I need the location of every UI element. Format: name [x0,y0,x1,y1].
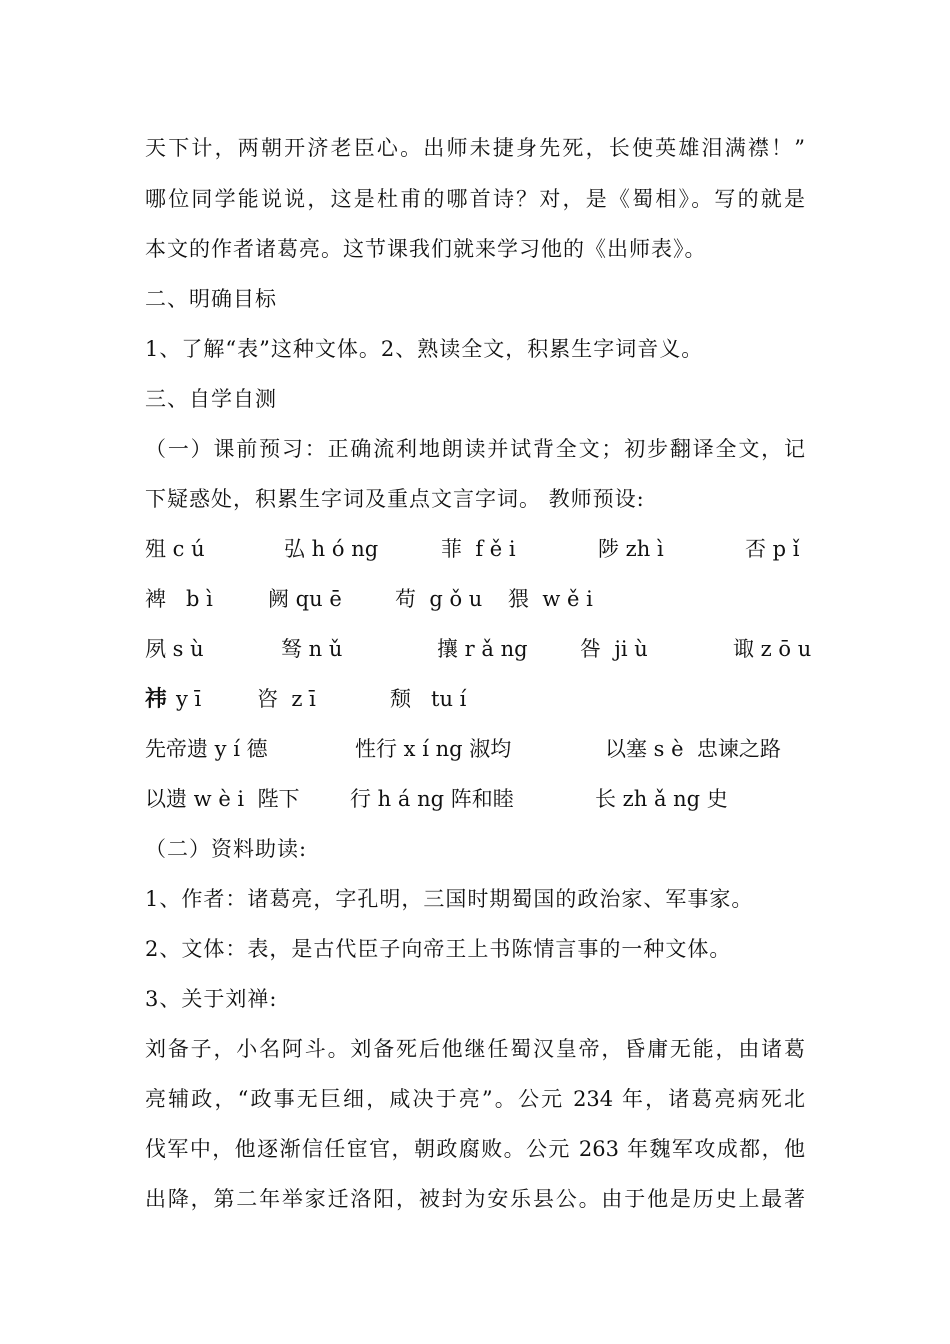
vocab-phrase: 以塞 s è 忠谏之路 [605,737,781,761]
section-heading: 二、明确目标 [145,287,277,311]
vocab-item: 菲 f ě i [441,537,516,561]
vocab-character: 祎 [145,686,168,712]
paragraph-line: 3、关于刘禅: [145,987,278,1011]
section-heading: （二）资料助读: [145,837,308,861]
vocab-item: 猥 w ě i [508,587,593,611]
vocab-item: 殂 c ú [145,537,205,561]
paragraph-line: 哪位同学能说说，这是杜甫的哪首诗？对，是《蜀相》。写的就是 [145,187,805,211]
vocab-phrase: 性行 x í ng 淑均 [355,737,512,761]
vocab-item: 弘 h ó ng [284,537,379,561]
paragraph-line: 2、文体：表，是古代臣子向帝王上书陈情言事的一种文体。 [145,937,732,961]
paragraph-line: 1、作者：诸葛亮，字孔明，三国时期蜀国的政治家、军事家。 [145,887,754,911]
vocab-item: 裨 b ì [145,587,213,611]
vocab-item: 否 p ǐ [745,537,800,561]
vocab-item: 夙 s ù [145,637,204,661]
vocab-item: 苟 g ǒ u [395,587,483,611]
vocab-item: 攘 r ǎ ng [437,637,528,661]
vocab-phrase: 以遗 w è i 陛下 [145,787,300,811]
paragraph-line: 本文的作者诸葛亮。这节课我们就来学习他的《出师表》。 [145,237,707,261]
section-heading: 三、自学自测 [145,387,277,411]
paragraph-line: 伐军中，他逐渐信任宦官，朝政腐败。公元 263 年魏军攻成都，他 [145,1137,805,1161]
vocab-pinyin: y ī [176,687,202,711]
paragraph-line: 天下计，两朝开济老臣心。出师未捷身先死，长使英雄泪满襟！” [145,136,805,160]
vocab-item: 诹 z ō u [733,637,812,661]
vocab-phrase: 长 zh ǎ ng 史 [595,787,728,811]
vocab-item: 驽 n ǔ [281,637,343,661]
vocab-phrase: 先帝遗 y í 德 [145,737,268,761]
paragraph-line: 下疑惑处，积累生字词及重点文言字词。 教师预设: [145,487,645,511]
paragraph-line: 刘备子，小名阿斗。刘备死后他继任蜀汉皇帝，昏庸无能，由诸葛 [145,1037,805,1061]
vocab-item: 颓 tu í [390,687,467,711]
paragraph-line: （一）课前预习：正确流利地朗读并试背全文；初步翻译全文，记 [145,437,805,461]
vocab-item: 咎 ji ù [580,637,648,661]
paragraph-line: 亮辅政，“政事无巨细，咸决于亮”。公元 234 年，诸葛亮病死北 [145,1087,805,1111]
vocab-phrase: 行 h á ng 阵和睦 [350,787,514,811]
paragraph-line: 1、了解“表”这种文体。2、熟读全文，积累生字词音义。 [145,337,704,361]
vocab-item: 阙 qu ē [268,587,342,611]
vocab-item: 咨 z ī [257,687,316,711]
paragraph-line: 出降，第二年举家迁洛阳，被封为安乐县公。由于他是历史上最著 [145,1187,805,1211]
vocab-item: 陟 zh ì [598,537,664,561]
